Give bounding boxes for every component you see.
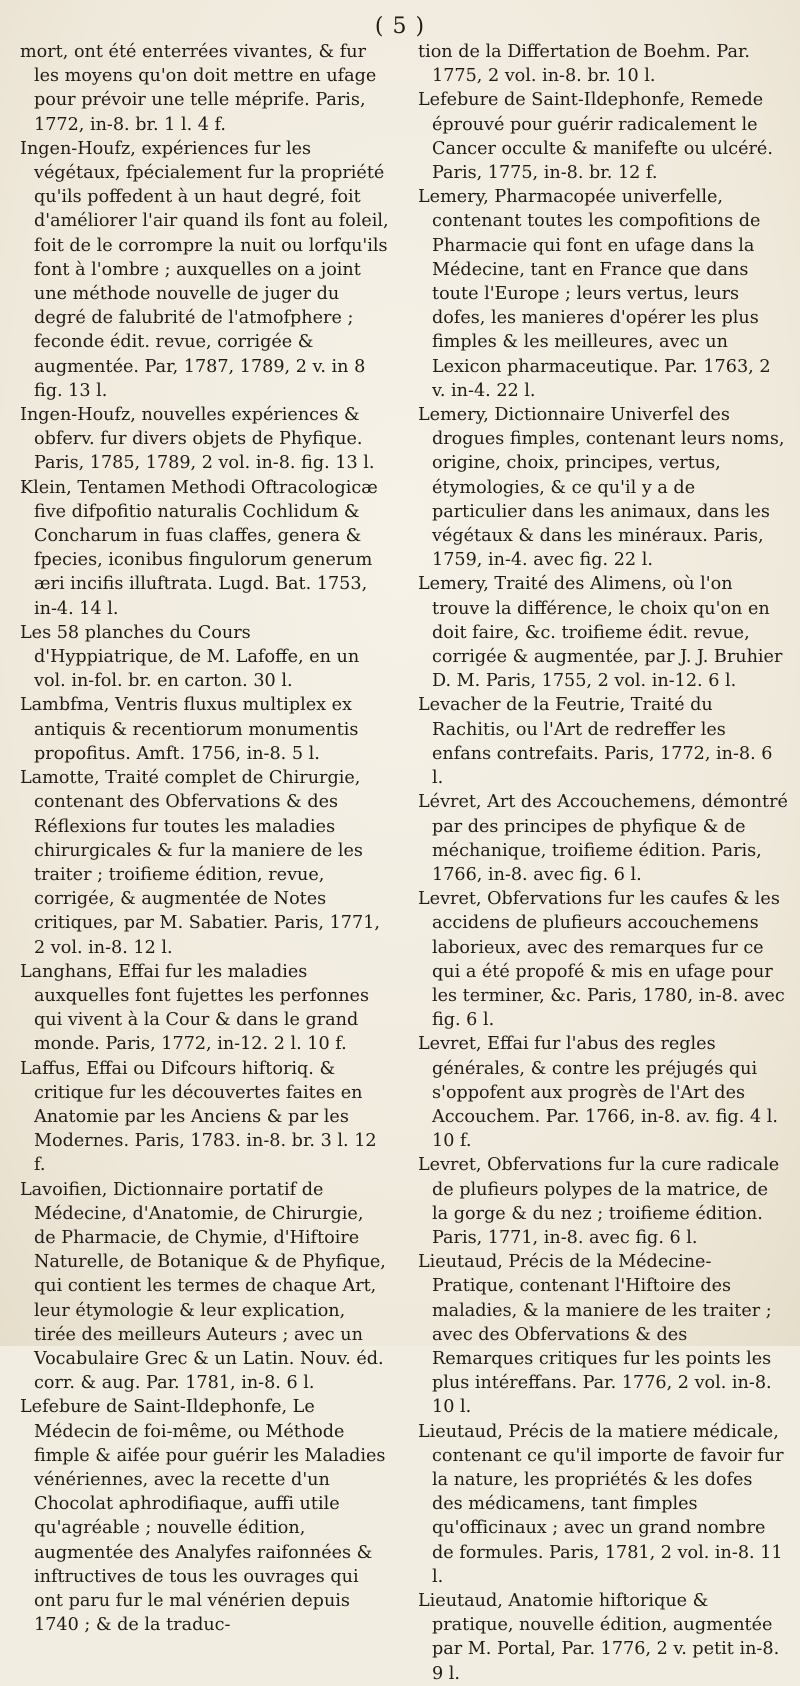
catalogue-entry: Lieutaud, Anatomie hiftorique & pratique, nouvelle édition, augmentée par M. Portal, Par. 1776, 2 v. petit in-8. 9 l.	[418, 1591, 780, 1684]
catalogue-entry: mort, ont été enterrées vivantes, & fur les moyens qu'on doit mettre en ufage pour prévoir une telle méprife. Paris, 1772, in-8. br. 1 l. 4 f.	[20, 42, 377, 135]
catalogue-entry: Lévret, Art des Accouchemens, démontré par des principes de phyfique & de méchanique, troifieme édition. Paris, 1766, in-8. avec fig. 6 l.	[418, 792, 788, 885]
catalogue-entry: Lemery, Pharmacopée univerfelle, contenant toutes les compofitions de Pharmacie qui font en ufage dans la Médecine, tant en France que dans toute l'Europe ; leurs vertus, leurs dofes, les manieres d'opérer les plus fimples & les meilleures, avec un Lexicon pharmaceutique. Par. 1763, 2 v. in-4. 22 l.	[418, 187, 771, 401]
page-number: ( 5 )	[374, 14, 426, 39]
left-column	[20, 40, 390, 1637]
catalogue-entry: Lieutaud, Précis de la Médecine-Pratique, contenant l'Hiftoire des maladies, & la maniere de les traiter ; avec des Obfervations & des Remarques critiques fur les points les plus intéreffans. Par. 1776, 2 vol. in-8. 10 l.	[418, 1252, 772, 1418]
catalogue-entry: Lambfma, Ventris fluxus multiplex ex antiquis & recentiorum monumentis propofitus. Amft. 1756, in-8. 5 l.	[20, 695, 359, 764]
catalogue-entry: Lieutaud, Précis de la matiere médicale, contenant ce qu'il importe de favoir fur la nature, les propriétés & les dofes des médicamens, tant fimples qu'officinaux ; avec un grand nombre de formules. Paris, 1781, 2 vol. in-8. 11 l.	[418, 1421, 784, 1587]
catalogue-entry: Ingen-Houfz, nouvelles expériences & obferv. fur divers objets de Phyfique. Paris, 1785, 1789, 2 vol. in-8. fig. 13 l.	[20, 405, 375, 474]
catalogue-entry: Lavoifien, Dictionnaire portatif de Médecine, d'Anatomie, de Chirurgie, de Pharmacie, de Chymie, d'Hiftoire Naturelle, de Botanique & de Phyfique, qui contient les termes de chaque Art, leur étymologie & leur explication, tirée des meilleurs Auteurs ; avec un Vocabulaire Grec & un Latin. Nouv. éd. corr. & aug. Par. 1781, in-8. 6 l.	[20, 1179, 386, 1394]
catalogue-entry: tion de la Differtation de Boehm. Par. 1775, 2 vol. in-8. br. 10 l.	[418, 42, 751, 87]
catalogue-entry: Levret, Obfervations fur les caufes & les accidens de plufieurs accouchemens laborieux, avec des remarques fur ce qui a été propofé & mis en ufage pour les terminer, &c. Paris, 1780, in-8. avec fig. 6 l.	[418, 889, 785, 1031]
catalogue-entry: Lemery, Traité des Alimens, où l'on trouve la différence, le choix qu'on en doit faire, &c. troifieme édit. revue, corrigée & augmentée, par J. J. Bruhier D. M. Paris, 1755, 2 vol. in-12. 6 l.	[418, 574, 783, 692]
catalogue-entry: Lefebure de Saint-Ildephonfe, Remede éprouvé pour guérir radicalement le Cancer occulte & manifefte ou ulcéré. Paris, 1775, in-8. br. 12 f.	[418, 90, 773, 184]
catalogue-entry: Les 58 planches du Cours d'Hyppiatrique, de M. Lafoffe, en un vol. in-fol. br. en carton. 30 l.	[20, 622, 360, 692]
catalogue-entry: Levret, Obfervations fur la cure radicale de plufieurs polypes de la matrice, de la gorge & du nez ; troifieme édition. Paris, 1771, in-8. avec fig. 6 l.	[418, 1155, 780, 1248]
catalogue-entry: Laffus, Effai ou Difcours hiftoriq. & critique fur les découvertes faites en Anatomie par les Anciens & par les Modernes. Paris, 1783. in-8. br. 3 l. 12 f.	[20, 1058, 377, 1176]
catalogue-entry: Levacher de la Feutrie, Traité du Rachitis, ou l'Art de redreffer les enfans contrefaits. Paris, 1772, in-8. 6 l.	[418, 695, 773, 789]
catalogue-entry: Klein, Tentamen Methodi Oftracologicæ five difpofitio naturalis Cochlidum & Concharum in fuas claffes, genera & fpecies, iconibus fingulorum generum æri incifis illuftrata. Lugd. Bat. 1753, in-4. 14 l.	[20, 477, 378, 619]
right-column	[418, 40, 788, 1686]
catalogue-entry: Ingen-Houfz, expériences fur les végétaux, fpécialement fur la propriété qu'ils poffedent à un haut degré, foit d'améliorer l'air quand ils font au foleil, foit de le corrompre la nuit ou lorfqu'ils font à l'ombre ; auxquelles on a joint une méthode nouvelle de juger du degré de falubrité de l'atmofphere ; feconde édit. revue, corrigée & augmentée. Par, 1787, 1789, 2 v. in 8 fig. 13 l.	[20, 138, 389, 401]
catalogue-entry: Lefebure de Saint-Ildephonfe, Le Médecin de foi-même, ou Méthode fimple & aifée pour guérir les Maladies vénériennes, avec la recette d'un Chocolat aphrodifiaque, auffi utile qu'agréable ; nouvelle édition, augmentée des Analyfes raifonnées & inftructives de tous les ouvrages qui ont paru fur le mal vénérien depuis 1740 ; & de la traduc-	[20, 1397, 386, 1636]
catalogue-entry: Levret, Effai fur l'abus des regles générales, & contre les préjugés qui s'oppofent aux progrès de l'Art des Accouchem. Par. 1766, in-8. av. fig. 4 l. 10 f.	[418, 1034, 778, 1152]
catalogue-entry: Langhans, Effai fur les maladies auxquelles font fujettes les perfonnes qui vivent à la Cour & dans le grand monde. Paris, 1772, in-12. 2 l. 10 f.	[20, 961, 369, 1055]
catalogue-entry: Lemery, Dictionnaire Univerfel des drogues fimples, contenant leurs noms, origine, choix, principes, vertus, étymologies, & ce qu'il y a de particulier dans les animaux, dans les végétaux & dans les minéraux. Paris, 1759, in-4. avec fig. 22 l.	[418, 405, 785, 571]
catalogue-entry: Lamotte, Traité complet de Chirurgie, contenant des Obfervations & des Réflexions fur toutes les maladies chirurgicales & fur la maniere de les traiter ; troifieme édition, revue, corrigée, & augmentée de Notes critiques, par M. Sabatier. Paris, 1771, 2 vol. in-8. 12 l.	[20, 768, 380, 958]
